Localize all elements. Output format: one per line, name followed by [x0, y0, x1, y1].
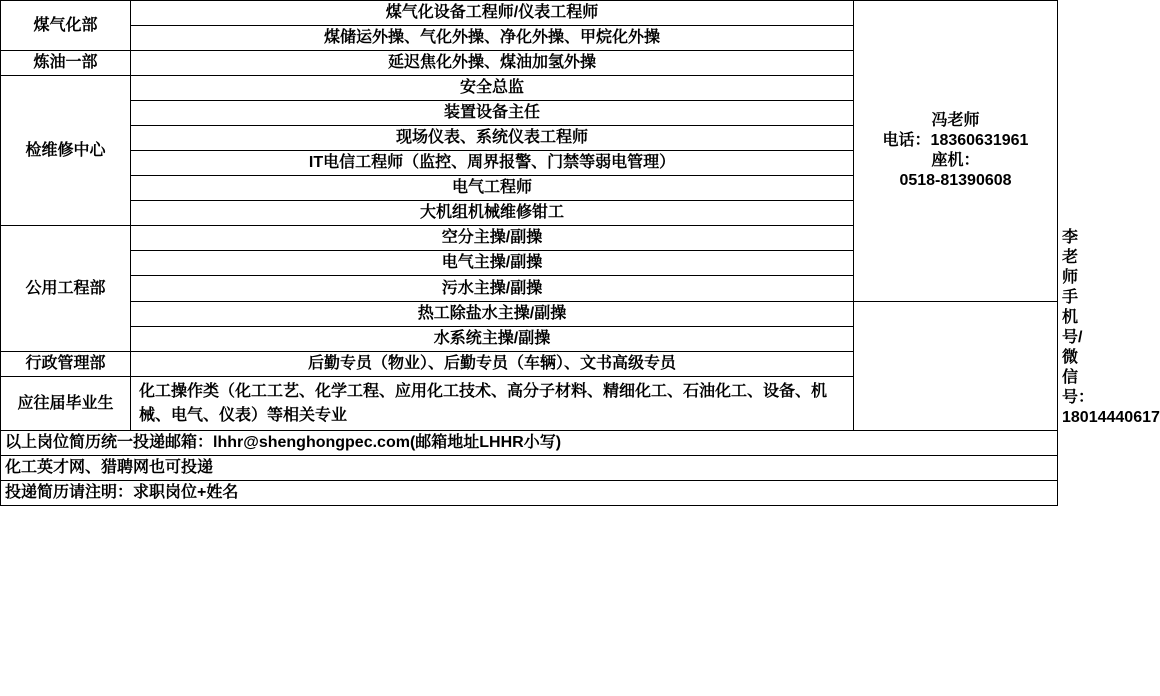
position-cell: 装置设备主任: [131, 101, 854, 126]
position-cell: 电气工程师: [131, 176, 854, 201]
position-cell: 电气主操/副操: [131, 251, 854, 276]
table-row: [1, 377, 1058, 431]
position-cell: 化工操作类（化工工艺、化学工程、应用化工技术、高分子材料、精细化工、石油化工、设备、机械、电气、仪表）等相关专业: [131, 377, 854, 431]
footer-row: [1, 481, 1058, 506]
contact-landline-label: 座机：: [931, 151, 980, 169]
position-cell: 煤气化设备工程师/仪表工程师: [131, 1, 854, 26]
contact-phone: 电话：18360631961: [882, 131, 1029, 149]
department-cell-maintenance-center: 检维修中心: [1, 76, 131, 226]
department-cell-utilities: 公用工程部: [1, 226, 131, 352]
table-row: [1, 301, 1058, 326]
contact-name: 冯老师: [931, 111, 980, 129]
table-row: 公用工程部 空分主操/副操 李老师 手机号/微信号： 18014440617: [1, 226, 1058, 251]
position-cell: 水系统主操/副操: [131, 326, 854, 351]
footer-note-websites: 化工英才网、猎聘网也可投递: [1, 456, 1058, 481]
position-cell: 煤储运外操、气化外操、净化外操、甲烷化外操: [131, 26, 854, 51]
contact-landline-number: 0518-81390608: [899, 171, 1012, 189]
footer-row: [1, 431, 1058, 456]
footer-note-instruction: 投递简历请注明：求职岗位+姓名: [1, 481, 1058, 506]
table-row: [1, 352, 1058, 377]
position-cell: 后勤专员（物业）、后勤专员（车辆）、文书高级专员: [131, 352, 854, 377]
position-cell: IT电信工程师（监控、周界报警、门禁等弱电管理）: [131, 151, 854, 176]
department-cell-refinery-one: 炼油一部: [1, 51, 131, 76]
table-row: [1, 1, 1058, 26]
position-cell: 安全总监: [131, 76, 854, 101]
department-cell-administration: 行政管理部: [1, 352, 131, 377]
position-cell: 污水主操/副操: [131, 276, 854, 301]
footer-row: [1, 456, 1058, 481]
footer-note-email: 以上岗位简历统一投递邮箱：lhhr@shenghongpec.com(邮箱地址LHHR小写): [1, 431, 1058, 456]
department-cell-graduates: 应往届毕业生: [1, 377, 131, 431]
position-cell: 空分主操/副操: [131, 226, 854, 251]
position-cell: 大机组机械维修钳工: [131, 201, 854, 226]
department-cell-coal-gasification: 煤气化部: [1, 1, 131, 51]
position-cell: 延迟焦化外操、煤油加氢外操: [131, 51, 854, 76]
table-row: [1, 326, 1058, 351]
position-cell: 现场仪表、系统仪表工程师: [131, 126, 854, 151]
contact-cell-feng: [854, 1, 1058, 302]
position-cell: 热工除盐水主操/副操: [131, 301, 854, 326]
